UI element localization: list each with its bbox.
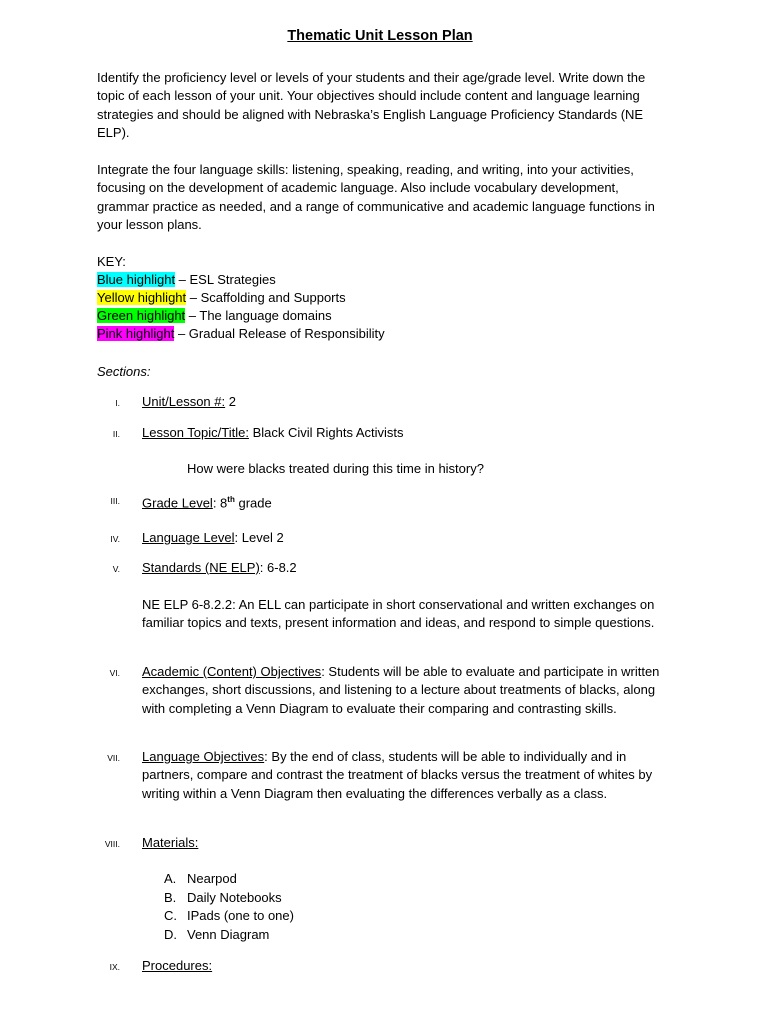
intro-paragraph-1: Identify the proficiency level or levels of your students and their age/grade level. Write down the topic of each lesson of your unit. Your objectives should include content and language learning strategies and should be aligned with Nebraska’s English Language Proficiency Standards (NE ELP).	[97, 70, 646, 141]
standard-description: An ELL can participate in short conservational and written exchanges on familiar topics and texts, present information and ideas, and respond to simple questions.	[142, 597, 655, 631]
section-value: Students will be able to evaluate and participate in written exchanges, short discussions, and listening to a lecture about treatments of blacks, along with completing a Venn Diagram to evaluate their comparing and contrasting skills.	[142, 664, 660, 716]
section-number: VII.	[107, 753, 120, 763]
section-value: : 8	[212, 495, 228, 511]
key-item-blue	[97, 271, 276, 289]
sections-label: Sections:	[97, 364, 151, 379]
material-item: Daily Notebooks	[187, 890, 282, 905]
material-letter: D.	[164, 927, 177, 942]
material-item: Venn Diagram	[187, 927, 270, 942]
section-number: VIII.	[104, 839, 120, 849]
section-standards	[142, 559, 297, 577]
key-item-pink	[97, 325, 385, 343]
material-letter: B.	[164, 890, 177, 905]
section-materials	[142, 834, 198, 852]
key-item-green	[97, 307, 332, 325]
section-value: : 6-8.2	[259, 560, 297, 575]
section-label: Grade Level	[142, 495, 213, 511]
lesson-question: How were blacks treated during this time in history?	[187, 461, 484, 476]
section-colon: :	[321, 664, 325, 679]
section-label: Language Objectives	[142, 749, 265, 764]
material-letter: A.	[164, 871, 177, 886]
section-value: : Level 2	[234, 530, 284, 545]
green-highlight-label: Green highlight	[97, 308, 186, 323]
section-label: Procedures:	[142, 958, 213, 973]
section-language-objectives	[142, 748, 664, 803]
section-label: Materials:	[142, 835, 199, 850]
section-label: Standards (NE ELP)	[142, 560, 260, 575]
section-label: Language Level	[142, 530, 235, 545]
key-item-desc: – Gradual Release of Responsibility	[174, 326, 385, 341]
section-label: Academic (Content) Objectives	[142, 664, 322, 679]
material-item: IPads (one to one)	[187, 908, 294, 923]
section-value: By the end of class, students will be able to individually and in partners, compare and contrast the treatment of blacks versus the treatment of whites by writing within a Venn Diagram then evaluating the differences verbally as a class.	[142, 749, 653, 801]
section-label: Unit/Lesson #:	[142, 394, 226, 409]
section-value-suffix: grade	[234, 495, 272, 511]
section-procedures	[142, 957, 212, 975]
pink-highlight-label: Pink highlight	[97, 326, 175, 341]
section-language-level	[142, 529, 284, 547]
yellow-highlight-label: Yellow highlight	[97, 290, 187, 305]
material-letter: C.	[164, 908, 177, 923]
section-value: Black Civil Rights Activists	[248, 425, 404, 440]
key-heading: KEY:	[97, 254, 126, 269]
section-lesson-topic	[142, 424, 404, 442]
section-label: Lesson Topic/Title:	[142, 425, 249, 440]
standard-detail	[142, 596, 664, 633]
section-value: 2	[225, 394, 236, 409]
page-title: Thematic Unit Lesson Plan	[287, 28, 473, 44]
section-number: VI.	[109, 668, 120, 678]
section-number: IX.	[109, 962, 120, 972]
section-colon: :	[264, 749, 268, 764]
key-item-yellow	[97, 289, 346, 307]
section-number: V.	[112, 564, 120, 574]
key-item-desc: – ESL Strategies	[175, 272, 276, 287]
section-number: III.	[110, 496, 120, 506]
ordinal-suffix: th	[227, 495, 235, 504]
section-grade-level	[142, 491, 272, 513]
material-item: Nearpod	[187, 871, 237, 886]
section-academic-objectives	[142, 663, 664, 718]
standard-code: NE ELP 6-8.2.2:	[142, 597, 236, 612]
key-item-desc: – The language domains	[185, 308, 332, 323]
section-unit-lesson	[142, 393, 236, 411]
key-item-desc: – Scaffolding and Supports	[186, 290, 346, 305]
blue-highlight-label: Blue highlight	[97, 272, 176, 287]
section-number: IV.	[110, 534, 120, 544]
section-number: II.	[112, 429, 120, 439]
intro-paragraph-2: Integrate the four language skills: listening, speaking, reading, and writing, into your activities, focusing on the development of academic language. Also include vocabulary development, grammar practice as needed, and a range of communicative and academic language functions in your lesson plans.	[97, 162, 655, 233]
section-number: I.	[115, 398, 120, 408]
